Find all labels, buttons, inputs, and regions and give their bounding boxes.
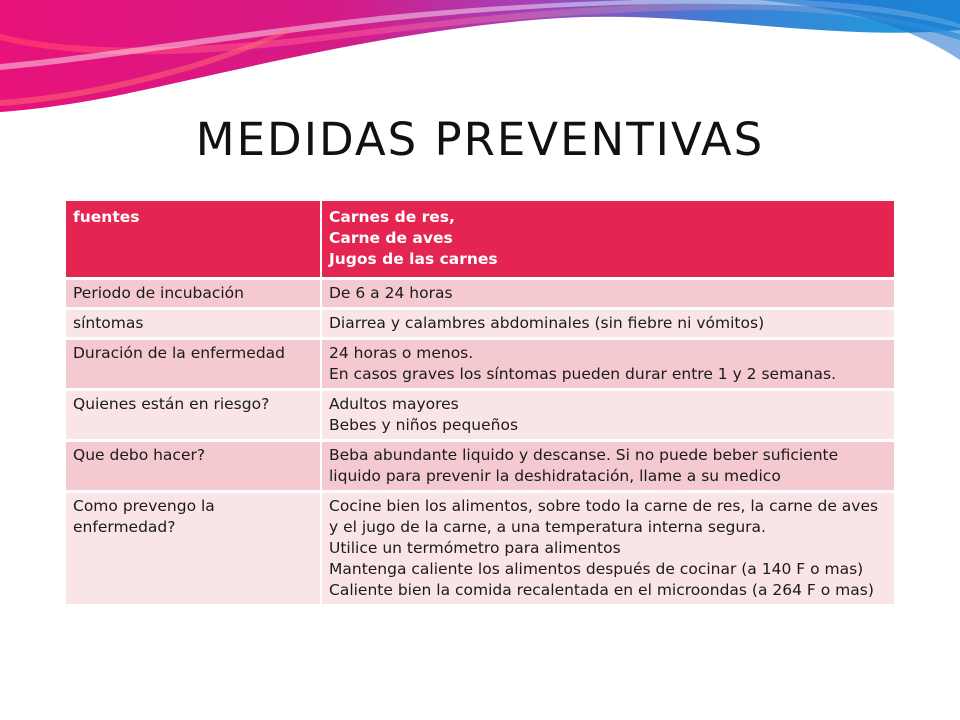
row-value-line: Adultos mayores (329, 395, 459, 413)
row-key-cell: Duración de la enfermedad (66, 340, 322, 388)
prevention-table (66, 198, 894, 607)
row-key-cell: Que debo hacer? (66, 442, 322, 490)
row-value-line: Cocine bien los alimentos, sobre todo la carne de res, la carne de aves y el jugo de la carne, a una temperatura interna segura. (329, 497, 879, 536)
row-key-cell: Periodo de incubación (66, 280, 322, 307)
header-value-line: Jugos de las carnes (329, 250, 498, 268)
header-key-cell: fuentes (66, 201, 322, 277)
row-value-cell (322, 442, 894, 490)
row-value-line: Mantenga caliente los alimentos después de cocinar (a 140 F o mas) (329, 560, 864, 578)
table-row (66, 280, 894, 307)
row-value-line: Caliente bien la comida recalentada en el microondas (a 264 F o mas) (329, 581, 874, 599)
row-value-line: De 6 a 24 horas (329, 284, 453, 302)
row-key-cell: Como prevengo la enfermedad? (66, 493, 322, 604)
row-value-cell (322, 493, 894, 604)
header-value-cell (322, 201, 894, 277)
row-value-cell (322, 391, 894, 439)
table-row (66, 391, 894, 439)
row-value-cell (322, 310, 894, 337)
table-row (66, 442, 894, 490)
row-value-cell (322, 340, 894, 388)
row-value-line: En casos graves los síntomas pueden durar entre 1 y 2 semanas. (329, 365, 837, 383)
row-key-cell: síntomas (66, 310, 322, 337)
header-value-line: Carnes de res, (329, 208, 455, 226)
row-value-cell (322, 280, 894, 307)
table-row (66, 340, 894, 388)
header-value-line: Carne de aves (329, 229, 453, 247)
table-row (66, 493, 894, 604)
row-key-cell: Quienes están en riesgo? (66, 391, 322, 439)
slide-title: MEDIDAS PREVENTIVAS (195, 113, 765, 166)
table-header-row (66, 201, 894, 277)
table-row (66, 310, 894, 337)
row-value-line: Diarrea y calambres abdominales (sin fiebre ni vómitos) (329, 314, 765, 332)
row-value-line: Beba abundante liquido y descanse. Si no puede beber suficiente liquido para prevenir la deshidratación, llame a su medico (329, 446, 839, 485)
row-value-line: 24 horas o menos. (329, 344, 474, 362)
row-value-line: Utilice un termómetro para alimentos (329, 539, 621, 557)
row-value-line: Bebes y niños pequeños (329, 416, 519, 434)
